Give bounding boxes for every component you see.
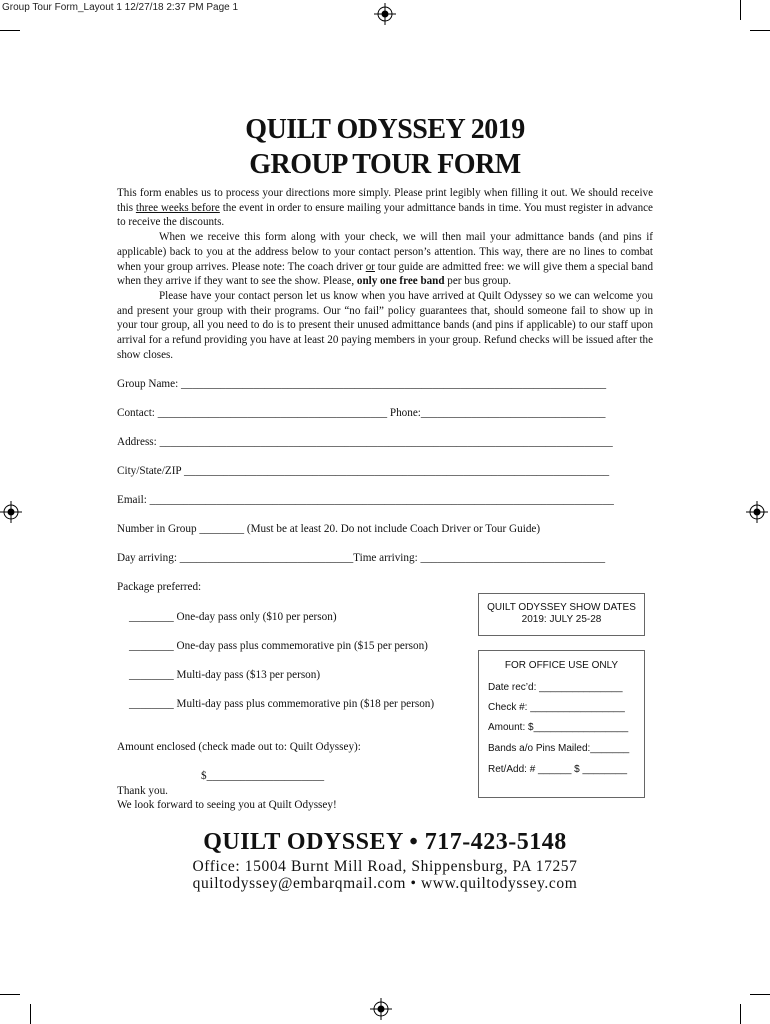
office-bands-mailed: Bands a/o Pins Mailed:_______: [488, 743, 630, 754]
intro-paragraph-1: This form enables us to process your directions more simply. Please print legibly when filling it out. We should receive this three weeks before the event in order to ensure mailing your admittance bands in time. You must register in advance to receive the discounts.: [117, 187, 653, 229]
crop-mark-top-left: [0, 30, 20, 31]
footer-contact: quiltodyssey@embarqmail.com • www.quiltodyssey.com: [192, 875, 578, 892]
contact-phone-field[interactable]: Contact: _________________________________________ Phone:_________________________________: [117, 407, 606, 419]
group-name-field[interactable]: Group Name: ____________________________________________________________________________: [117, 378, 607, 390]
package-option-one-day-pin[interactable]: ________ One-day pass plus commemorative pin ($15 per person): [129, 640, 428, 652]
amount-enclosed-field[interactable]: $_____________________: [201, 770, 325, 782]
show-dates-heading: QUILT ODYSSEY SHOW DATES: [487, 602, 636, 613]
package-option-multi-day[interactable]: ________ Multi-day pass ($13 per person): [129, 669, 321, 681]
city-state-zip-field[interactable]: City/State/ZIP ____________________________________________________________________________: [117, 465, 610, 477]
registration-mark-icon: [374, 3, 396, 25]
registration-mark-icon: [370, 998, 392, 1020]
crop-mark-bottom-right-v: [740, 1004, 741, 1024]
show-dates-box: [478, 593, 645, 636]
package-option-multi-day-pin[interactable]: ________ Multi-day pass plus commemorative pin ($18 per person): [129, 698, 435, 710]
crop-mark-top-right-v: [740, 0, 741, 20]
page-title: QUILT ODYSSEY 2019: [245, 114, 525, 145]
footer-title: QUILT ODYSSEY • 717-423-5148: [203, 829, 567, 855]
number-in-group-field[interactable]: Number in Group ________ (Must be at least 20. Do not include Coach Driver or Tour Guide): [117, 523, 541, 535]
office-use-heading: FOR OFFICE USE ONLY: [504, 660, 619, 671]
closing-text: We look forward to seeing you at Quilt Odyssey!: [117, 799, 337, 811]
footer-address: Office: 15004 Burnt Mill Road, Shippensburg, PA 17257: [192, 858, 578, 875]
registration-mark-icon: [746, 501, 768, 523]
crop-mark-top-right: [750, 30, 770, 31]
office-amount: Amount: $_________________: [488, 722, 629, 733]
office-date-received: Date rec’d: _______________: [488, 682, 623, 693]
email-field[interactable]: Email: ___________________________________________________________________________________: [117, 494, 614, 506]
intro-paragraph-3: Please have your contact person let us know when you have arrived at Quilt Odyssey so we can welcome you and present your group with their programs. Our “no fail” policy guarantees that, should someone fail to show up in your tour group, all you need to do is to present their unused admittance bands (and pins if applicable) to our staff upon arrival for a refund providing you have at least 20 paying members in your group. Refund checks will be issued after the show closes.: [117, 289, 653, 361]
day-time-arriving-field[interactable]: Day arriving: _______________________________Time arriving: _________________________________: [117, 552, 606, 564]
page-subtitle: GROUP TOUR FORM: [249, 149, 521, 180]
registration-mark-icon: [0, 501, 22, 523]
address-field[interactable]: Address: _________________________________________________________________________________: [117, 436, 613, 448]
intro-text: [117, 186, 653, 362]
show-dates-value: 2019: JULY 25-28: [521, 614, 602, 625]
package-label: Package preferred:: [117, 581, 202, 593]
print-slug: Group Tour Form_Layout 1 12/27/18 2:37 PM Page 1: [2, 2, 239, 13]
crop-mark-bottom-left-v: [30, 1004, 31, 1024]
office-check-number: Check #: _________________: [488, 702, 625, 713]
amount-enclosed-label: Amount enclosed (check made out to: Quilt Odyssey):: [117, 741, 361, 753]
office-use-box: [478, 650, 645, 798]
intro-paragraph-2: When we receive this form along with your check, we will then mail your admittance bands (and pins if applicable) back to you at the address below to your contact person’s attention. This way, there are no lines to combat when your group arrives. Please note: The coach driver or tour guide are admitted free: we will give them a special band when they arrive if they want to see the show. Please, only one free band per bus group.: [117, 231, 653, 288]
crop-mark-bottom-right: [750, 994, 770, 995]
thank-you-text: Thank you.: [117, 785, 168, 797]
office-ret-add: Ret/Add: # ______ $ ________: [488, 764, 628, 775]
package-option-one-day[interactable]: ________ One-day pass only ($10 per person): [129, 611, 337, 623]
crop-mark-bottom-left: [0, 994, 20, 995]
